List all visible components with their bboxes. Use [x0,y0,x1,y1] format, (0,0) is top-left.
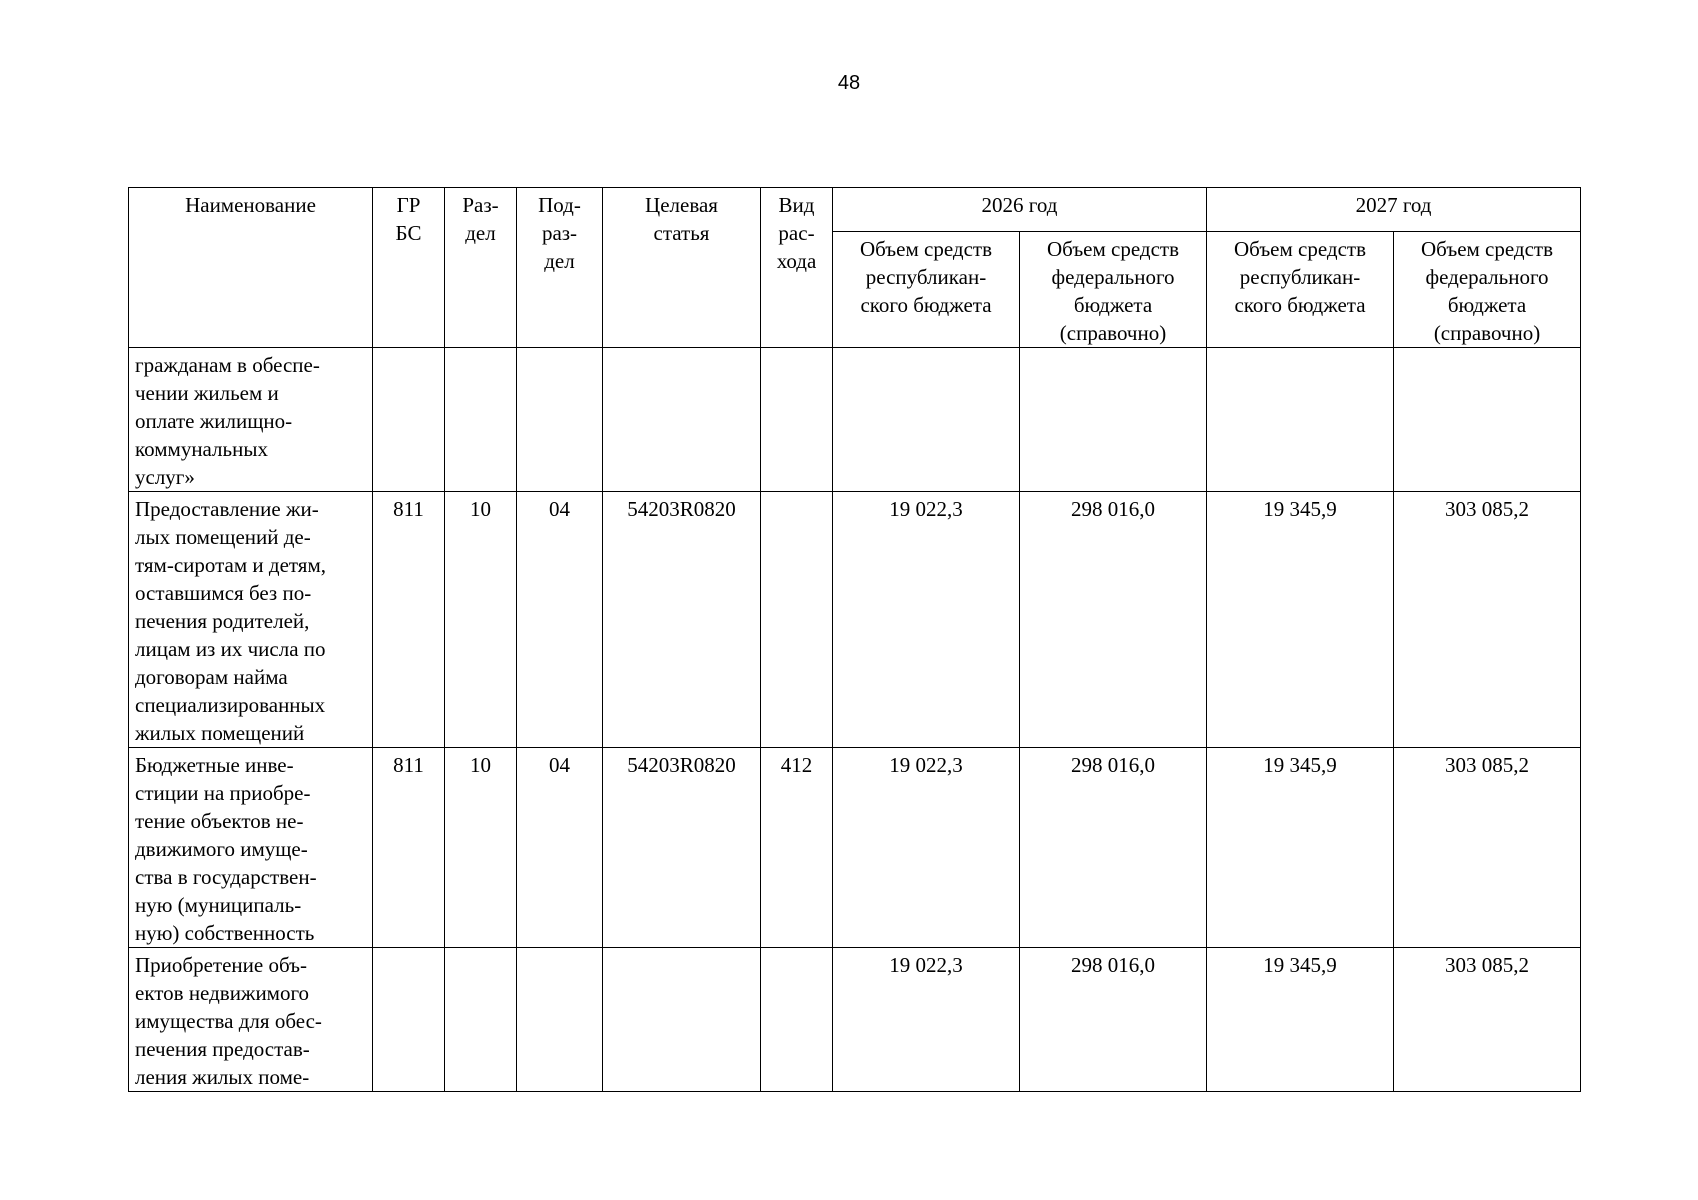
budget-table [128,187,1581,1092]
row-podrazdel: 04 [517,748,603,948]
row-name: Приобретение объ- ектов недвижимого имущества для обес- печения предостав- ления жилых поме- [129,948,373,1092]
header-razdel: Раз- дел [445,188,517,348]
row-vid-raskhoda [761,948,833,1092]
row-fed-2026: 298 016,0 [1020,948,1207,1092]
row-celevaya-statya [603,948,761,1092]
row-razdel [445,348,517,492]
row-celevaya-statya [603,348,761,492]
row-rep-2026: 19 022,3 [833,948,1020,1092]
header-year-2026: 2026 год [833,188,1207,232]
row-celevaya-statya: 54203R0820 [603,748,761,948]
row-fed-2027 [1394,348,1581,492]
row-rep-2027: 19 345,9 [1207,492,1394,748]
header-name: Наименование [129,188,373,348]
page-number: 48 [837,72,861,94]
row-podrazdel [517,348,603,492]
row-podrazdel: 04 [517,492,603,748]
row-vid-raskhoda: 412 [761,748,833,948]
header-vid-raskhoda: Вид рас- хода [761,188,833,348]
row-name: Бюджетные инве- стиции на приобре- тение объектов не- движимого имуще- ства в государствен- ную (муниципаль- ную) собственность [129,748,373,948]
row-fed-2026 [1020,348,1207,492]
row-rep-2027 [1207,348,1394,492]
header-grbs: ГР БС [373,188,445,348]
table-row [129,748,1581,948]
table-row [129,348,1581,492]
row-rep-2026: 19 022,3 [833,492,1020,748]
row-fed-2027: 303 085,2 [1394,948,1581,1092]
table-row [129,492,1581,748]
row-rep-2027: 19 345,9 [1207,948,1394,1092]
header-year-2027: 2027 год [1207,188,1581,232]
row-fed-2027: 303 085,2 [1394,492,1581,748]
row-grbs: 811 [373,492,445,748]
row-rep-2026: 19 022,3 [833,748,1020,948]
table-header [129,188,1581,348]
row-grbs [373,348,445,492]
row-razdel: 10 [445,492,517,748]
row-celevaya-statya: 54203R0820 [603,492,761,748]
row-grbs [373,948,445,1092]
row-rep-2026 [833,348,1020,492]
header-rep-2027: Объем средств республикан- ского бюджета [1207,232,1394,348]
header-celevaya-statya: Целевая статья [603,188,761,348]
row-fed-2026: 298 016,0 [1020,748,1207,948]
row-vid-raskhoda [761,492,833,748]
header-podrazdel: Под- раз- дел [517,188,603,348]
row-podrazdel [517,948,603,1092]
row-rep-2027: 19 345,9 [1207,748,1394,948]
row-name: гражданам в обеспе- чении жильем и оплате жилищно- коммунальных услуг» [129,348,373,492]
table-row [129,948,1581,1092]
row-vid-raskhoda [761,348,833,492]
row-name: Предоставление жи- лых помещений де- тям-сиротам и детям, оставшимся без по- печения родителей, лицам из их числа по договорам найма специализированных жилых помещений [129,492,373,748]
header-fed-2027: Объем средств федерального бюджета (справочно) [1394,232,1581,348]
header-fed-2026: Объем средств федерального бюджета (справочно) [1020,232,1207,348]
row-razdel [445,948,517,1092]
row-fed-2027: 303 085,2 [1394,748,1581,948]
row-fed-2026: 298 016,0 [1020,492,1207,748]
row-grbs: 811 [373,748,445,948]
row-razdel: 10 [445,748,517,948]
header-rep-2026: Объем средств республикан- ского бюджета [833,232,1020,348]
